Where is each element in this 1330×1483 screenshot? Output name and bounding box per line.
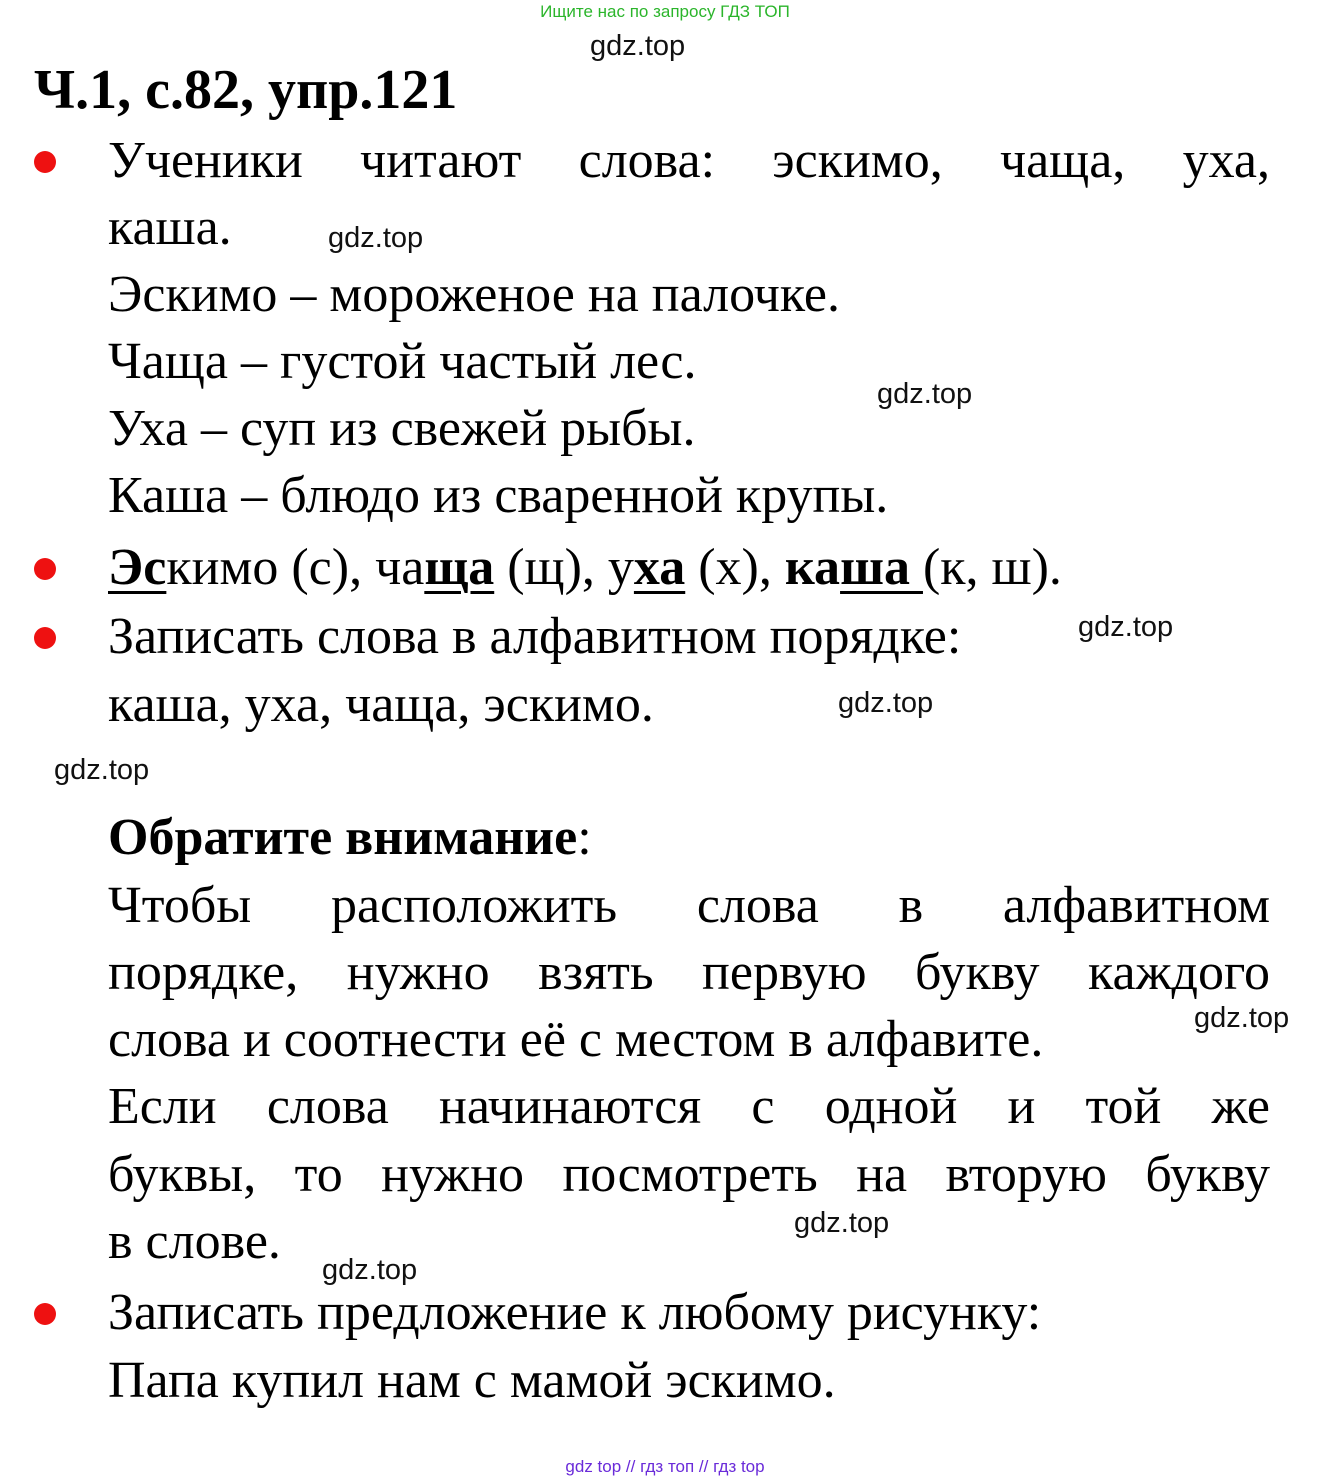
word: на	[856, 1146, 908, 1203]
word: каждого	[1088, 944, 1270, 1001]
watermark: gdz.top	[322, 1254, 418, 1286]
word: читают	[360, 132, 522, 189]
underlined-letters: ша	[840, 539, 923, 596]
word: посмотреть	[562, 1146, 818, 1203]
text-segment: (щ), у	[494, 539, 634, 596]
text-segment: (х),	[685, 539, 785, 596]
word: одной	[824, 1078, 958, 1135]
word: порядке,	[108, 944, 299, 1001]
word: расположить	[330, 877, 618, 934]
bullet	[34, 1303, 56, 1325]
underlined-letters: ща	[424, 539, 495, 596]
text-segment: кимо (с), ча	[166, 539, 425, 596]
watermark: gdz.top	[1194, 1002, 1290, 1034]
word: слова	[266, 1078, 389, 1135]
word: уха,	[1182, 132, 1270, 189]
section2-line	[108, 535, 1062, 601]
section3-line1: Записать слова в алфавитном порядке:	[108, 608, 962, 665]
note-heading-colon: :	[577, 809, 592, 866]
watermark: gdz.top	[54, 754, 150, 786]
definition-ukha: Уха – суп из свежей рыбы.	[108, 400, 696, 457]
section4-line2: Папа купил нам с мамой эскимо.	[108, 1352, 836, 1409]
note-p1-line2	[108, 940, 1270, 1006]
note-heading-text: Обратите внимание	[108, 809, 578, 866]
word: начинаются	[438, 1078, 702, 1135]
word: буквы,	[108, 1146, 257, 1203]
word: и	[1007, 1078, 1036, 1135]
page-title: Ч.1, с.82, упр.121	[34, 59, 458, 121]
note-p2-line2	[108, 1142, 1270, 1208]
word: слова:	[578, 132, 716, 189]
word: же	[1211, 1078, 1270, 1135]
definition-kasha: Каша – блюдо из сваренной крупы.	[108, 467, 889, 524]
watermark: gdz.top	[328, 222, 424, 254]
bold-letters: ка	[784, 539, 841, 596]
word: букву	[915, 944, 1040, 1001]
bullet	[34, 151, 56, 173]
word: в	[898, 877, 924, 934]
footer-watermark: gdz top // гдз топ // гдз top	[565, 1457, 765, 1476]
word: чаща,	[999, 132, 1126, 189]
section4-line1: Записать предложение к любому рисунку:	[108, 1284, 1042, 1341]
bullet	[34, 558, 56, 580]
note-p2-line1	[108, 1074, 1270, 1140]
watermark: gdz.top	[838, 687, 934, 719]
top-banner: Ищите нас по запросу ГДЗ ТОП	[540, 2, 790, 21]
word: нужно	[346, 944, 490, 1001]
word: то	[294, 1146, 343, 1203]
word: слова	[696, 877, 819, 934]
word: нужно	[381, 1146, 525, 1203]
text-segment: (к, ш).	[922, 539, 1062, 596]
note-p2-line3: в слове.	[108, 1213, 281, 1270]
note-p1-line3: слова и соотнести её с местом в алфавите.	[108, 1011, 1044, 1068]
word: Ученики	[108, 132, 303, 189]
word: Чтобы	[108, 877, 252, 934]
word: той	[1085, 1078, 1162, 1135]
underlined-letters: ха	[633, 539, 686, 596]
word: с	[751, 1078, 775, 1135]
section3-line2: каша, уха, чаща, эскимо.	[108, 676, 654, 733]
definition-eskimo: Эскимо – мороженое на палочке.	[108, 266, 840, 323]
underlined-letters: Эс	[108, 539, 167, 596]
note-heading	[108, 805, 592, 871]
note-p1-line1	[108, 873, 1270, 939]
watermark: gdz.top	[877, 378, 973, 410]
definition-chascha: Чаща – густой частый лес.	[108, 333, 697, 390]
watermark: gdz.top	[590, 30, 686, 62]
word: вторую	[945, 1146, 1107, 1203]
word: букву	[1145, 1146, 1270, 1203]
word: первую	[702, 944, 867, 1001]
section1-line2: каша.	[108, 199, 232, 256]
watermark: gdz.top	[1078, 611, 1174, 643]
watermark: gdz.top	[794, 1207, 890, 1239]
word: эскимо,	[772, 132, 943, 189]
word: Если	[108, 1078, 217, 1135]
section1-line1	[108, 128, 1270, 194]
bullet	[34, 627, 56, 649]
word: взять	[538, 944, 654, 1001]
word: алфавитном	[1002, 877, 1270, 934]
